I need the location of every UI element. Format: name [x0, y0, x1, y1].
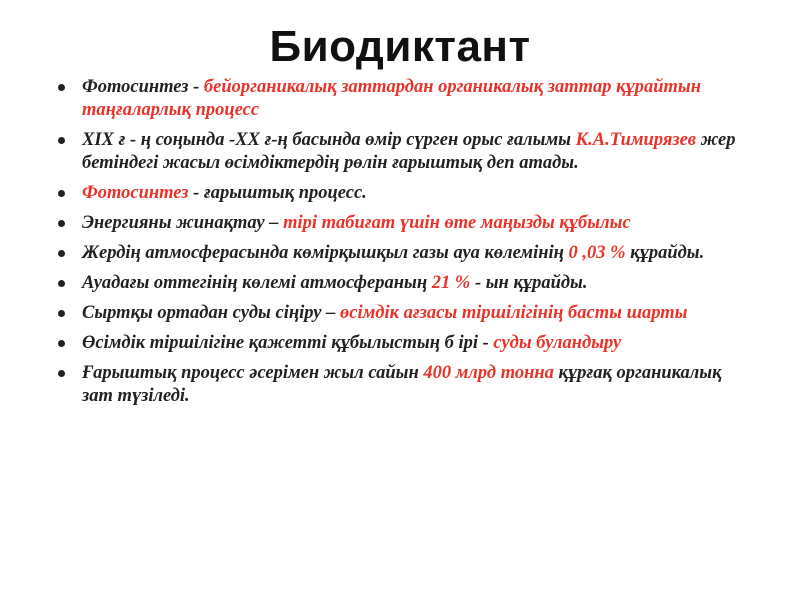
bullet-text: Сыртқы ортадан суды сіңіру – [82, 303, 340, 323]
highlighted-text: суды буландыру [493, 333, 622, 353]
highlighted-text: 21 % [431, 273, 471, 293]
bullet-dot-icon [58, 370, 65, 377]
highlighted-text: бейорганикалық заттардан органикалық заттар құрайтын таңғаларлық процесс [82, 77, 702, 120]
bullet-item [52, 129, 752, 175]
bullet-text: құрайды. [625, 243, 705, 263]
bullet-dot-icon [58, 137, 65, 144]
bullet-list [52, 76, 752, 415]
bullet-text: жер бетіндегі жасыл өсімдіктердің рөлін ғарыштық деп атады. [82, 130, 736, 173]
highlighted-text: 400 млрд тонна [423, 363, 554, 383]
bullet-dot-icon [58, 84, 65, 91]
bullet-item [52, 332, 752, 355]
bullet-text: Ғарыштық процесс әсерімен жыл сайын [82, 363, 424, 383]
bullet-dot-icon [58, 190, 65, 197]
bullet-text: Энергияны жинақтау – [82, 213, 284, 233]
highlighted-text: 0 ,03 % [568, 243, 626, 263]
bullet-text: құрғақ органикалық зат түзіледі. [82, 363, 722, 406]
highlighted-text: К.А.Тимирязев [575, 130, 697, 150]
highlighted-text: өсімдік ағзасы тіршілігінің басты шарты [340, 303, 688, 323]
bullet-text: XIX ғ - ң соңында -XX ғ-ң басында өмір сүрген орыс ғалымы [82, 130, 576, 150]
bullet-item [52, 272, 752, 295]
bullet-text: Өсімдік тіршілігіне қажетті құбылыстың б ірі - [82, 333, 494, 353]
bullet-text: Фотосинтез - [82, 77, 204, 97]
bullet-dot-icon [58, 280, 65, 287]
bullet-text: Жердің атмосферасында көмірқышқыл газы ауа көлемінің [82, 243, 569, 263]
bullet-dot-icon [58, 220, 65, 227]
bullet-item [52, 302, 752, 325]
bullet-item [52, 242, 752, 265]
bullet-dot-icon [58, 310, 65, 317]
bullet-text: Ауадағы оттегінің көлемі атмосфераның [82, 273, 432, 293]
bullet-item [52, 362, 752, 408]
bullet-item [52, 212, 752, 235]
bullet-text: - ғарыштық процесс. [188, 183, 367, 203]
bullet-dot-icon [58, 250, 65, 257]
bullet-text: - ын құрайды. [470, 273, 588, 293]
bullet-item [52, 76, 752, 122]
highlighted-text: Фотосинтез [82, 183, 189, 203]
bullet-dot-icon [58, 340, 65, 347]
highlighted-text: тірі табиғат үшін өте маңызды құбылыс [283, 213, 631, 233]
slide-title: Биодиктант [269, 22, 531, 71]
bullet-item [52, 182, 752, 205]
